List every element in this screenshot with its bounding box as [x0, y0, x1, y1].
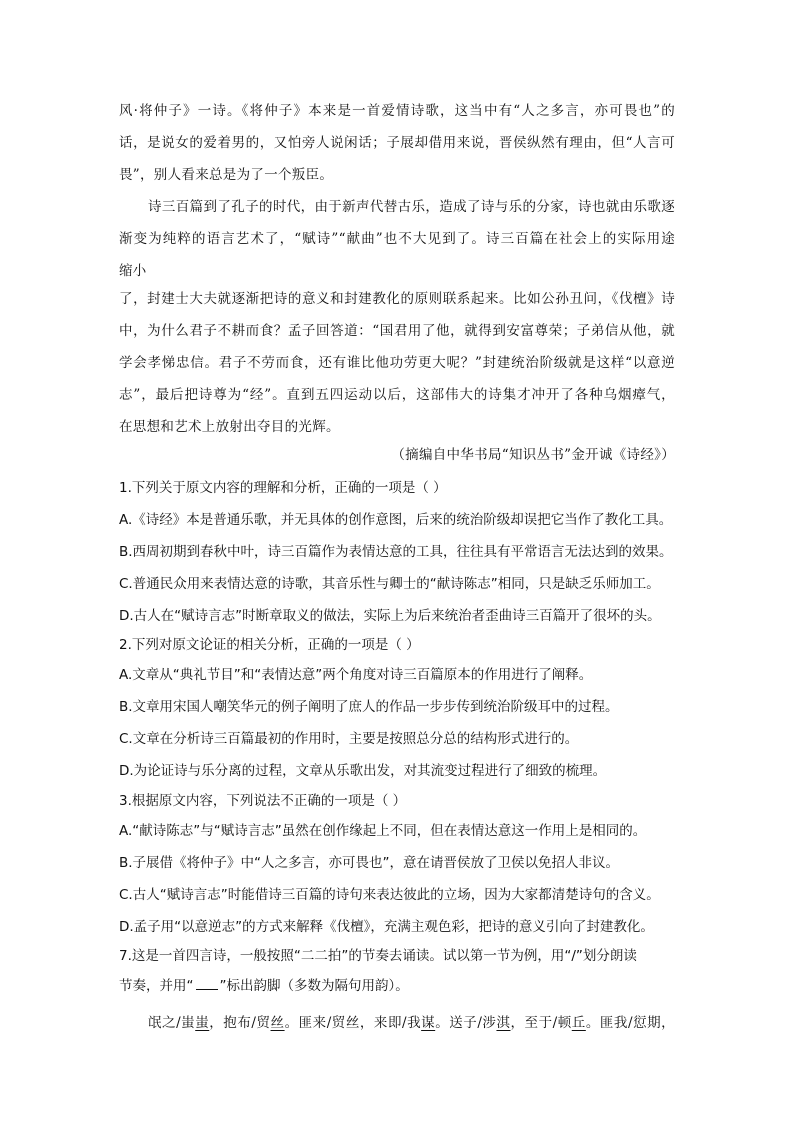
passage-line-5: 渐变为纯粹的语言艺术了，“赋诗”“献曲”也不大见到了。诗三百篇在社会上的实际用途: [119, 231, 675, 247]
underline-mark-sample: [196, 977, 218, 990]
q3-option-a: A.“献诗陈志”与“赋诗言志”虽然在创作缘起上不同，但在表情达意这一作用上是相同的。: [119, 823, 647, 839]
passage-line-6: 缩小: [119, 263, 147, 279]
passage-line-7: 了，封建士大夫就逐渐把诗的意义和封建教化的原则联系起来。比如公孙丑问，《伐檀》诗: [119, 291, 675, 307]
passage-line-9: 学会孝悌忠信。君子不劳而食，还有谁比他功劳更大呢？”封建统治阶级就是这样“以意逆: [119, 355, 675, 371]
passage-line-8: 中，为什么君子不耕而食？孟子回答道：“国君用了他，就得到安富尊荣；子弟信从他，就: [119, 323, 675, 339]
rhyme-word: 蚩: [195, 1015, 210, 1031]
q3-option-b: B.子展借《将仲子》中“人之多言，亦可畏也”，意在请晋侯放了卫侯以免招人非议。: [119, 855, 620, 871]
rhyme-word: 丝: [270, 1015, 285, 1031]
rhyme-word: 谋: [421, 1015, 436, 1031]
poem-segment: 。匪我/愆期，: [585, 1015, 675, 1031]
poem-line: [148, 1013, 675, 1033]
passage-line-11: 在思想和艺术上放射出夺目的光辉。: [119, 419, 340, 435]
rhyme-word: 淇: [496, 1015, 511, 1031]
passage-line-3: 畏”，别人看来总是为了一个叛臣。: [119, 167, 334, 183]
q1-option-d: D.古人在“赋诗言志”时断章取义的做法，实际上为后来统治者歪曲诗三百篇开了很坏的头。: [119, 608, 661, 624]
q2-option-c: C.文章在分析诗三百篇最初的作用时，主要是按照总分总的结构形式进行的。: [119, 731, 579, 747]
q3-option-d: D.孟子用“以意逆志”的方式来解释《伐檀》，充满主观色彩，把诗的意义引向了封建教化。: [119, 919, 654, 935]
q7-stem-part-1: 节奏，并用“: [119, 978, 194, 994]
passage-line-2: 话，是说女的爱着男的，又怕旁人说闲话；子展却借用来说，晋侯纵然有理由，但“人言可: [119, 135, 675, 151]
q1-option-c: C.普通民众用来表情达意的诗歌，其音乐性与卿士的“献诗陈志”相同，只是缺乏乐师加工。: [119, 576, 660, 592]
q1-stem: 1.下列关于原文内容的理解和分析，正确的一项是（ ）: [119, 480, 447, 496]
q1-option-b: B.西周初期到春秋中叶，诗三百篇作为表情达意的工具，往往具有平常语言无法达到的效果。: [119, 544, 673, 560]
q7-stem-line-1: 7.这是一首四言诗，一般按照“二二拍”的节奏去诵读。试以第一节为例，用“/”划分朗读: [119, 948, 637, 964]
rhyme-word: 丘: [571, 1015, 586, 1031]
q3-stem: 3.根据原文内容，下列说法不正确的一项是（ ）: [119, 793, 407, 809]
poem-segment: 。匪来/贸丝，来即/我: [284, 1015, 422, 1031]
q2-stem: 2.下列对原文论证的相关分析，正确的一项是（ ）: [119, 637, 420, 653]
passage-line-1: 风·将仲子》一诗。《将仲子》本来是一首爱情诗歌，这当中有“人之多言，亦可畏也”的: [119, 103, 675, 119]
q2-option-a: A.文章从“典礼节目”和“表情达意”两个角度对诗三百篇原本的作用进行了阐释。: [119, 667, 593, 683]
q2-option-b: B.文章用宋国人嘲笑华元的例子阐明了庶人的作品一步步传到统治阶级耳中的过程。: [119, 699, 619, 715]
q7-stem-line-2: [119, 976, 675, 996]
q2-option-d: D.为论证诗与乐分离的过程，文章从乐歌出发，对其流变过程进行了细致的梳理。: [119, 763, 607, 779]
passage-line-10: 志”，最后把诗尊为“经”。直到五四运动以后，这部伟大的诗集才冲开了各种乌烟瘴气，: [119, 387, 675, 403]
passage-line-4: 诗三百篇到了孔子的时代，由于新声代替古乐，造成了诗与乐的分家，诗也就由乐歌逐: [148, 199, 675, 215]
passage-source: （摘编自中华书局“知识丛书”金开诚《诗经》）: [391, 447, 675, 463]
q1-option-a: A.《诗经》本是普通乐歌，并无具体的创作意图，后来的统治阶级却误把它当作了教化工具。: [119, 512, 673, 528]
poem-segment: ，至于/顿: [510, 1015, 572, 1031]
q7-stem-part-2: ”标出韵脚（多数为隔句用韵）。: [219, 978, 409, 994]
poem-segment: ，抱布/贸: [209, 1015, 271, 1031]
poem-segment: 氓之/蚩: [148, 1015, 196, 1031]
q3-option-c: C.古人“赋诗言志”时能借诗三百篇的诗句来表达彼此的立场，因为大家都清楚诗句的含义。: [119, 887, 660, 903]
poem-segment: 。送子/涉: [435, 1015, 497, 1031]
